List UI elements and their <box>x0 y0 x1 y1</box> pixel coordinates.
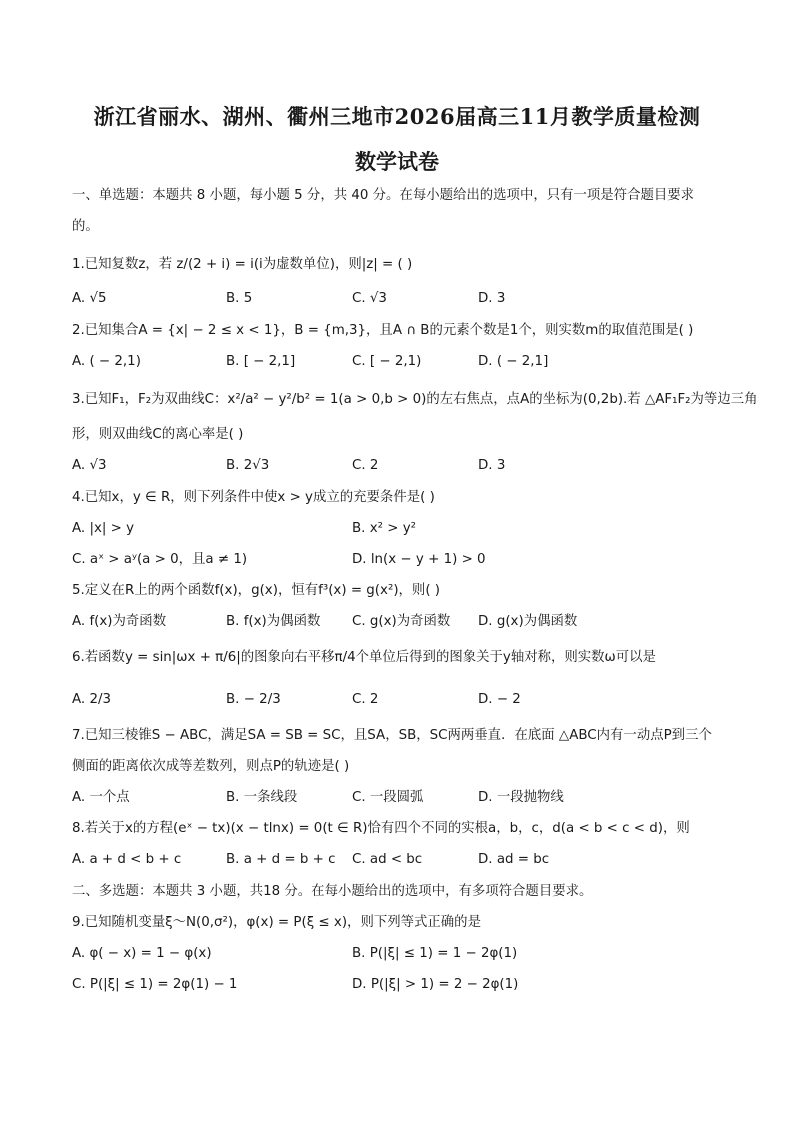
q2-option-c: C. [ − 2,1) <box>352 354 422 369</box>
q6-stem: 6.若函数y = sin|ωx + π/6|的图象向右平移π/4个单位后得到的图象关于y轴对称，则实数ω可以是 <box>72 650 656 665</box>
q8-option-b: B. a + d = b + c <box>226 852 336 867</box>
q1-option-b: B. 5 <box>226 291 253 306</box>
q2-option-a: A. ( − 2,1) <box>72 354 141 369</box>
q3-stem: 3.已知F₁，F₂为双曲线C：x²/a² − y²/b² = 1(a > 0,b > 0)的左右焦点，点A的坐标为(0,2b).若 △AF₁F₂为等边三角 <box>72 392 758 407</box>
q9-option-d: D. P(|ξ| > 1) = 2 − 2φ(1) <box>352 977 519 992</box>
q7-option-a: A. 一个点 <box>72 790 130 805</box>
q1-option-a: A. √5 <box>72 291 107 306</box>
q7-stem: 7.已知三棱锥S − ABC，满足SA = SB = SC，且SA，SB，SC两两垂直．在底面 △ABC内有一动点P到三个 <box>72 728 712 743</box>
q4-option-a: A. |x| > y <box>72 521 135 536</box>
section1-heading-cont: 的。 <box>72 219 99 234</box>
q7-option-c: C. 一段圆弧 <box>352 790 424 805</box>
q3-option-a: A. √3 <box>72 458 107 473</box>
exam-title: 浙江省丽水、湖州、衢州三地市2026届高三11月教学质量检测 <box>93 104 701 129</box>
q7-stem-cont: 侧面的距离依次成等差数列，则点P的轨迹是( ) <box>72 759 350 774</box>
q4-option-b: B. x² > y² <box>352 521 417 536</box>
q5-option-d: D. g(x)为偶函数 <box>478 614 578 629</box>
q9-stem: 9.已知随机变量ξ～N(0,σ²)，φ(x) = P(ξ ≤ x)，则下列等式正确的是 <box>72 915 481 930</box>
section2-heading: 二、多选题：本题共 3 小题，共18 分。在每小题给出的选项中，有多项符合题目要求。 <box>72 884 593 899</box>
q3-option-b: B. 2√3 <box>226 458 270 473</box>
q9-option-b: B. P(|ξ| ≤ 1) = 1 − 2φ(1) <box>352 946 518 961</box>
q4-option-d: D. ln(x − y + 1) > 0 <box>352 552 486 567</box>
q8-stem: 8.若关于x的方程(eˣ − tx)(x − tlnx) = 0(t ∈ R)恰有四个不同的实根a，b，c，d(a < b < c < d)，则 <box>72 821 690 836</box>
q4-stem: 4.已知x，y ∈ R，则下列条件中使x > y成立的充要条件是( ) <box>72 490 435 505</box>
q7-option-b: B. 一条线段 <box>226 790 298 805</box>
exam-subtitle: 数学试卷 <box>355 149 439 174</box>
q5-option-a: A. f(x)为奇函数 <box>72 614 167 629</box>
q2-option-d: D. ( − 2,1] <box>478 354 549 369</box>
section1-heading: 一、单选题：本题共 8 小题，每小题 5 分，共 40 分。在每小题给出的选项中，只有一项是符合题目要求 <box>72 188 695 203</box>
q1-option-c: C. √3 <box>352 291 387 306</box>
q3-stem-cont: 形，则双曲线C的离心率是( ) <box>72 427 244 442</box>
q8-option-c: C. ad < bc <box>352 852 423 867</box>
q5-option-c: C. g(x)为奇函数 <box>352 614 451 629</box>
q4-option-c: C. aˣ > aʸ(a > 0，且a ≠ 1) <box>72 552 248 567</box>
q3-option-c: C. 2 <box>352 458 379 473</box>
q1-stem: 1.已知复数z，若 z/(2 + i) = i(i为虚数单位)，则|z| = ( ) <box>72 257 413 272</box>
q9-option-a: A. φ( − x) = 1 − φ(x) <box>72 946 212 961</box>
q9-option-c: C. P(|ξ| ≤ 1) = 2φ(1) − 1 <box>72 977 238 992</box>
q8-option-d: D. ad = bc <box>478 852 550 867</box>
q3-option-d: D. 3 <box>478 458 506 473</box>
q6-option-b: B. − 2/3 <box>226 692 281 707</box>
q7-option-d: D. 一段抛物线 <box>478 790 564 805</box>
q2-stem: 2.已知集合A = {x| − 2 ≤ x < 1}，B = {m,3}，且A ∩ B的元素个数是1个，则实数m的取值范围是( ) <box>72 323 694 338</box>
q6-option-a: A. 2/3 <box>72 692 111 707</box>
q8-option-a: A. a + d < b + c <box>72 852 182 867</box>
q2-option-b: B. [ − 2,1] <box>226 354 296 369</box>
q5-stem: 5.定义在R上的两个函数f(x)，g(x)，恒有f³(x) = g(x²)，则( ) <box>72 583 441 598</box>
q6-option-d: D. − 2 <box>478 692 521 707</box>
q5-option-b: B. f(x)为偶函数 <box>226 614 321 629</box>
q1-option-d: D. 3 <box>478 291 506 306</box>
q6-option-c: C. 2 <box>352 692 379 707</box>
